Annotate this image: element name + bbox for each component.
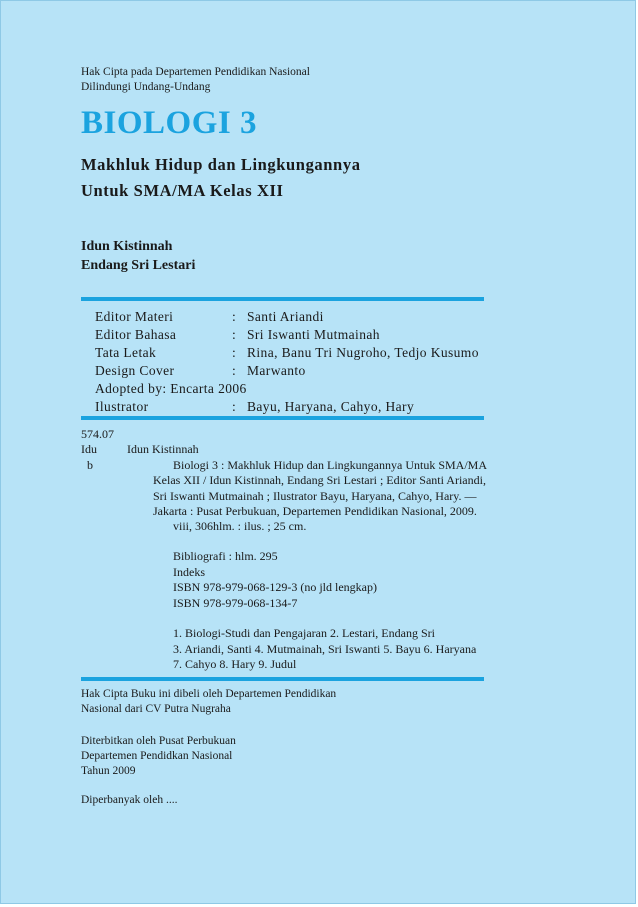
author-name: Endang Sri Lestari [81, 258, 196, 273]
catalog-code-b: b [87, 458, 93, 472]
credit-separator: : [232, 327, 237, 342]
catalog-note: Bibliografi : hlm. 295 [173, 549, 278, 563]
catalog-subjects [173, 626, 476, 673]
publisher-note-line: Departemen Pendidkan Nasional [81, 750, 233, 762]
publisher-note-line: Tahun 2009 [81, 765, 136, 777]
credit-label: Editor Bahasa [95, 327, 177, 342]
purchase-note [81, 687, 336, 717]
credit-separator: : [232, 345, 237, 360]
book-title: BIOLOGI 3 [81, 105, 257, 141]
divider-bar-bottom [81, 677, 484, 681]
credit-row-adopted [95, 380, 479, 398]
credit-value: Rina, Banu Tri Nugroho, Tedjo Kusumo [247, 345, 479, 360]
catalog-desc-line: Jakarta : Pusat Perbukuan, Departemen Pendidikan Nasional, 2009. [153, 504, 477, 518]
reproduced-note: Diperbanyak oleh .... [81, 794, 178, 806]
credit-label: Tata Letak [95, 345, 157, 360]
copyright-line: Dilindungi Undang-Undang [81, 81, 211, 93]
catalog-desc-line: Sri Iswanti Mutmainah ; Ilustrator Bayu, Haryana, Cahyo, Hary. — [153, 489, 477, 503]
divider-bar-top [81, 297, 484, 301]
subtitle-line: Untuk SMA/MA Kelas XII [81, 181, 284, 200]
catalog-desc-line: viii, 306hlm. : ilus. ; 25 cm. [173, 519, 307, 533]
credit-label: Design Cover [95, 363, 175, 378]
copyright-line: Hak Cipta pada Departemen Pendidikan Nasional [81, 66, 310, 78]
credit-separator: : [232, 363, 237, 378]
subtitle-line: Makhluk Hidup dan Lingkungannya [81, 155, 361, 174]
credit-value: Bayu, Haryana, Cahyo, Hary [247, 399, 415, 414]
catalog-note: ISBN 978-979-068-134-7 [173, 595, 298, 610]
purchase-note-line: Nasional dari CV Putra Nugraha [81, 703, 231, 715]
credit-value: Marwanto [247, 363, 306, 378]
credit-separator: : [232, 399, 237, 414]
credit-label: Ilustrator [95, 399, 149, 414]
catalog-call-number: 574.07 [81, 427, 114, 441]
credit-row-editor-materi [95, 308, 479, 326]
credit-row-tata-letak [95, 344, 479, 362]
credits-block [95, 308, 479, 416]
credit-row-ilustrator [95, 398, 479, 416]
credit-separator: : [232, 309, 237, 324]
credit-row-design-cover [95, 362, 479, 380]
credit-value: Sri Iswanti Mutmainah [247, 327, 380, 342]
publisher-note-line: Diterbitkan oleh Pusat Perbukuan [81, 735, 236, 747]
catalog-main-author: Idun Kistinnah [127, 442, 199, 456]
credit-value: Santi Ariandi [247, 309, 324, 324]
catalog-desc-line: Biologi 3 : Makhluk Hidup dan Lingkungannya Untuk SMA/MA [173, 458, 487, 472]
divider-bar-middle [81, 416, 484, 420]
credit-row-editor-bahasa [95, 326, 479, 344]
book-subtitle [81, 152, 361, 204]
catalog-subject-line: 1. Biologi-Studi dan Pengajaran 2. Lestari, Endang Sri [173, 626, 435, 640]
catalog-note: Indeks [173, 564, 205, 579]
author-name: Idun Kistinnah [81, 239, 173, 254]
catalog-desc-line: Kelas XII / Idun Kistinnah, Endang Sri Lestari ; Editor Santi Ariandi, [153, 473, 486, 487]
catalog-subject-line: 3. Ariandi, Santi 4. Mutmainah, Sri Iswanti 5. Bayu 6. Haryana [173, 641, 477, 656]
catalog-code: Idu [81, 442, 97, 456]
purchase-note-line: Hak Cipta Buku ini dibeli oleh Departemen Pendidikan [81, 688, 337, 700]
publisher-note [81, 734, 236, 779]
credit-full-line: Adopted by: Encarta 2006 [95, 381, 247, 396]
catalog-note: ISBN 978-979-068-129-3 (no jld lengkap) [173, 580, 377, 594]
catalog-notes [173, 549, 377, 611]
credit-label: Editor Materi [95, 309, 174, 324]
catalog-subject-line: 7. Cahyo 8. Hary 9. Judul [173, 657, 297, 671]
copyright-notice [81, 65, 310, 95]
author-list [81, 237, 195, 275]
